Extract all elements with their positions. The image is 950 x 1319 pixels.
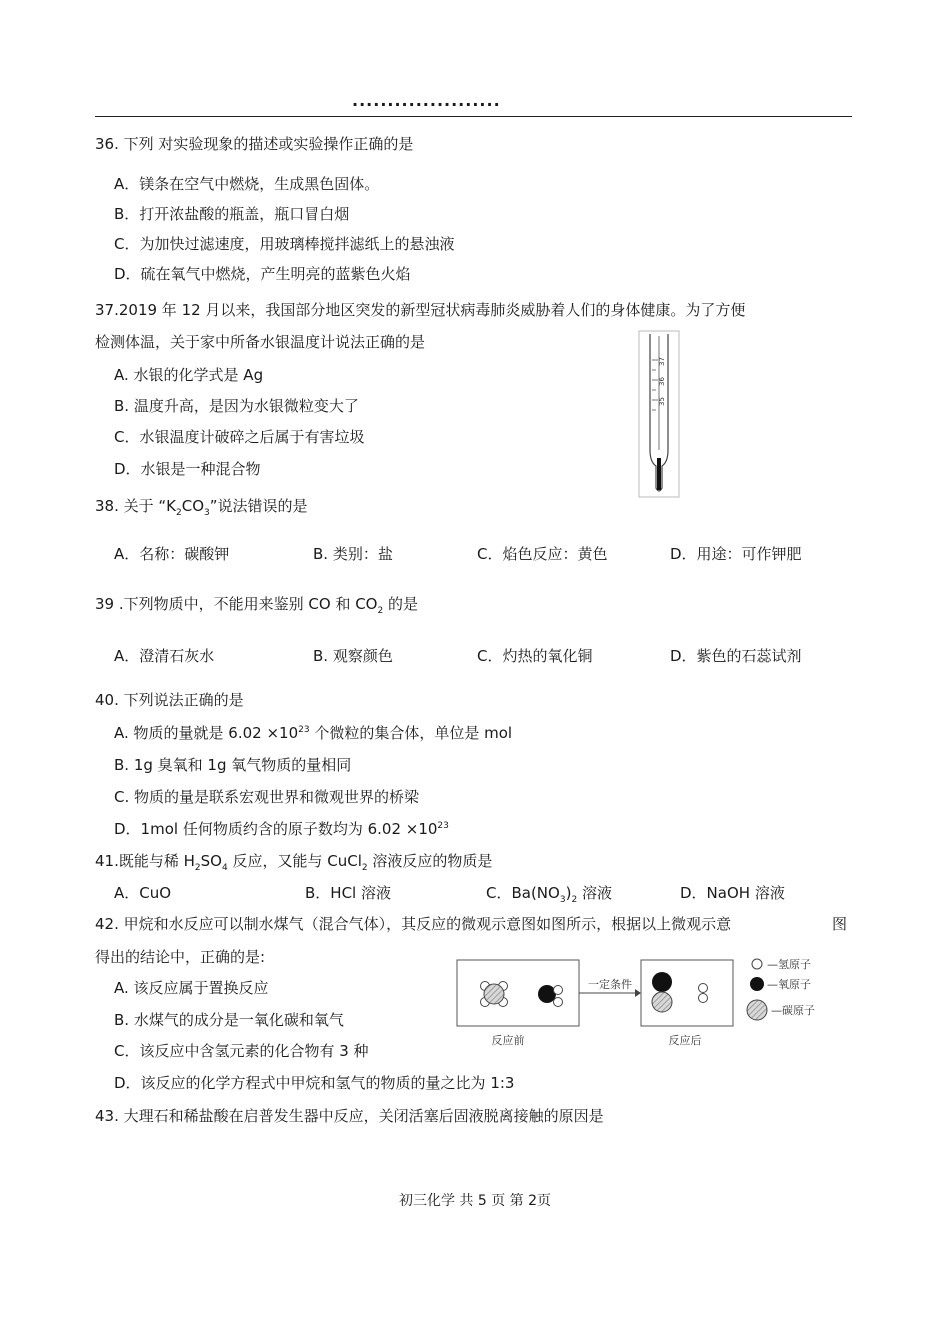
q41-stem: 41.既能与稀 $H_2SO_4$ 反应，又能与 CuCl$_2$ 溶液反应的物质是 <box>95 852 493 873</box>
q40-option-d: D．1mol 任何物质约含的原子数均为 $6.02 \times 10^{23}$ <box>114 820 449 838</box>
q42-option-b: B. 水煤气的成分是一氧化碳和氧气 <box>114 1011 344 1029</box>
q40-stem: 40. 下列说法正确的是 <box>95 691 244 709</box>
page-footer: 初三化学 共 5 页 第 2页 <box>398 1193 552 1209</box>
reaction-diagram <box>455 952 835 1050</box>
q37-option-c: C．水银温度计破碎之后属于有害垃圾 <box>114 428 365 446</box>
q42-stem-line2: 得出的结论中，正确的是: <box>95 948 266 966</box>
legend-oxygen-symbol <box>750 977 764 991</box>
q40-option-b: B. 1g 臭氧和 1g 氧气物质的量相同 <box>114 756 352 774</box>
q38-option-d: D．用途：可作钾肥 <box>670 545 802 563</box>
q42-stem-line1: 42. 甲烷和水反应可以制水煤气（混合气体），其反应的微观示意图如图所示，根据以上微观示意 <box>95 915 732 933</box>
q41-option-c: C．$Ba(NO_3)_2$ 溶液 <box>486 884 612 905</box>
q39-stem: 39 .下列物质中，不能用来鉴别 CO 和 $CO_2$ 的是 <box>95 595 419 616</box>
q43-stem: 43. 大理石和稀盐酸在启普发生器中反应，关闭活塞后固液脱离接触的原因是 <box>95 1107 604 1125</box>
q39-option-a: A．澄清石灰水 <box>114 647 215 665</box>
q37-option-a: A. 水银的化学式是 Ag <box>114 366 264 384</box>
q38-option-b: B. 类别：盐 <box>313 545 393 563</box>
thermometer-tick-36: 36 <box>658 377 666 386</box>
legend-hydrogen-symbol <box>752 959 762 969</box>
thermometer-image <box>638 330 680 498</box>
q42-option-c: C．该反应中含氢元素的化合物有 3 种 <box>114 1042 369 1060</box>
q38-option-c: C．焰色反应：黄色 <box>477 545 608 563</box>
q41-option-b: B．HCl 溶液 <box>305 884 391 902</box>
q36-option-d: D．硫在氧气中燃烧，产生明亮的蓝紫色火焰 <box>114 265 411 283</box>
legend-oxygen: —氧原子 <box>767 978 811 991</box>
methane-molecule <box>481 982 508 1007</box>
after-box <box>641 960 733 1026</box>
legend-hydrogen: —氢原子 <box>767 958 811 971</box>
q42-stem-line1-tail: 图 <box>832 915 848 933</box>
thermometer-tick-37: 37 <box>658 357 666 366</box>
q36-option-a: A．镁条在空气中燃烧，生成黑色固体。 <box>114 175 380 193</box>
q39-option-d: D．紫色的石蕊试剂 <box>670 647 802 665</box>
legend-carbon: —碳原子 <box>771 1004 815 1017</box>
before-label: 反应前 <box>491 1034 525 1047</box>
q37-stem-line1: 37.2019 年 12 月以来，我国部分地区突发的新型冠状病毒肺炎威胁着人们的身体健康。为了方便 <box>95 301 746 319</box>
thermometer-tick-35: 35 <box>658 397 666 406</box>
q37-option-d: D．水银是一种混合物 <box>114 460 261 478</box>
q42-option-d: D．该反应的化学方程式中甲烷和氢气的物质的量之比为 1:3 <box>114 1074 515 1092</box>
legend-carbon-symbol <box>747 1000 767 1020</box>
q42-option-a: A. 该反应属于置换反应 <box>114 979 269 997</box>
q36-stem: 36. 下列 对实验现象的描述或实验操作正确的是 <box>95 135 414 153</box>
header-dots: ..................... <box>352 91 501 110</box>
q39-option-c: C．灼热的氧化铜 <box>477 647 593 665</box>
q37-option-b: B. 温度升高，是因为水银微粒变大了 <box>114 397 359 415</box>
q36-option-b: B．打开浓盐酸的瓶盖，瓶口冒白烟 <box>114 205 350 223</box>
q41-option-d: D．NaOH 溶液 <box>680 884 785 902</box>
condition-label: 一定条件 <box>588 978 632 991</box>
q41-option-a: A．CuO <box>114 884 172 902</box>
q38-stem: 38. 关于 “$K_2CO_3$”说法错误的是 <box>95 497 308 518</box>
q36-option-c: C．为加快过滤速度，用玻璃棒搅拌滤纸上的悬浊液 <box>114 235 455 253</box>
q40-option-a: A. 物质的量就是 $6.02 \times 10^{23}$ 个微粒的集合体，单位是 mol <box>114 724 513 742</box>
q37-stem-line2: 检测体温，关于家中所备水银温度计说法正确的是 <box>95 333 426 351</box>
header-rule <box>95 116 852 117</box>
after-label: 反应后 <box>668 1034 702 1047</box>
q38-option-a: A．名称：碳酸钾 <box>114 545 230 563</box>
q39-option-b: B. 观察颜色 <box>313 647 393 665</box>
q40-option-c: C. 物质的量是联系宏观世界和微观世界的桥梁 <box>114 788 420 806</box>
